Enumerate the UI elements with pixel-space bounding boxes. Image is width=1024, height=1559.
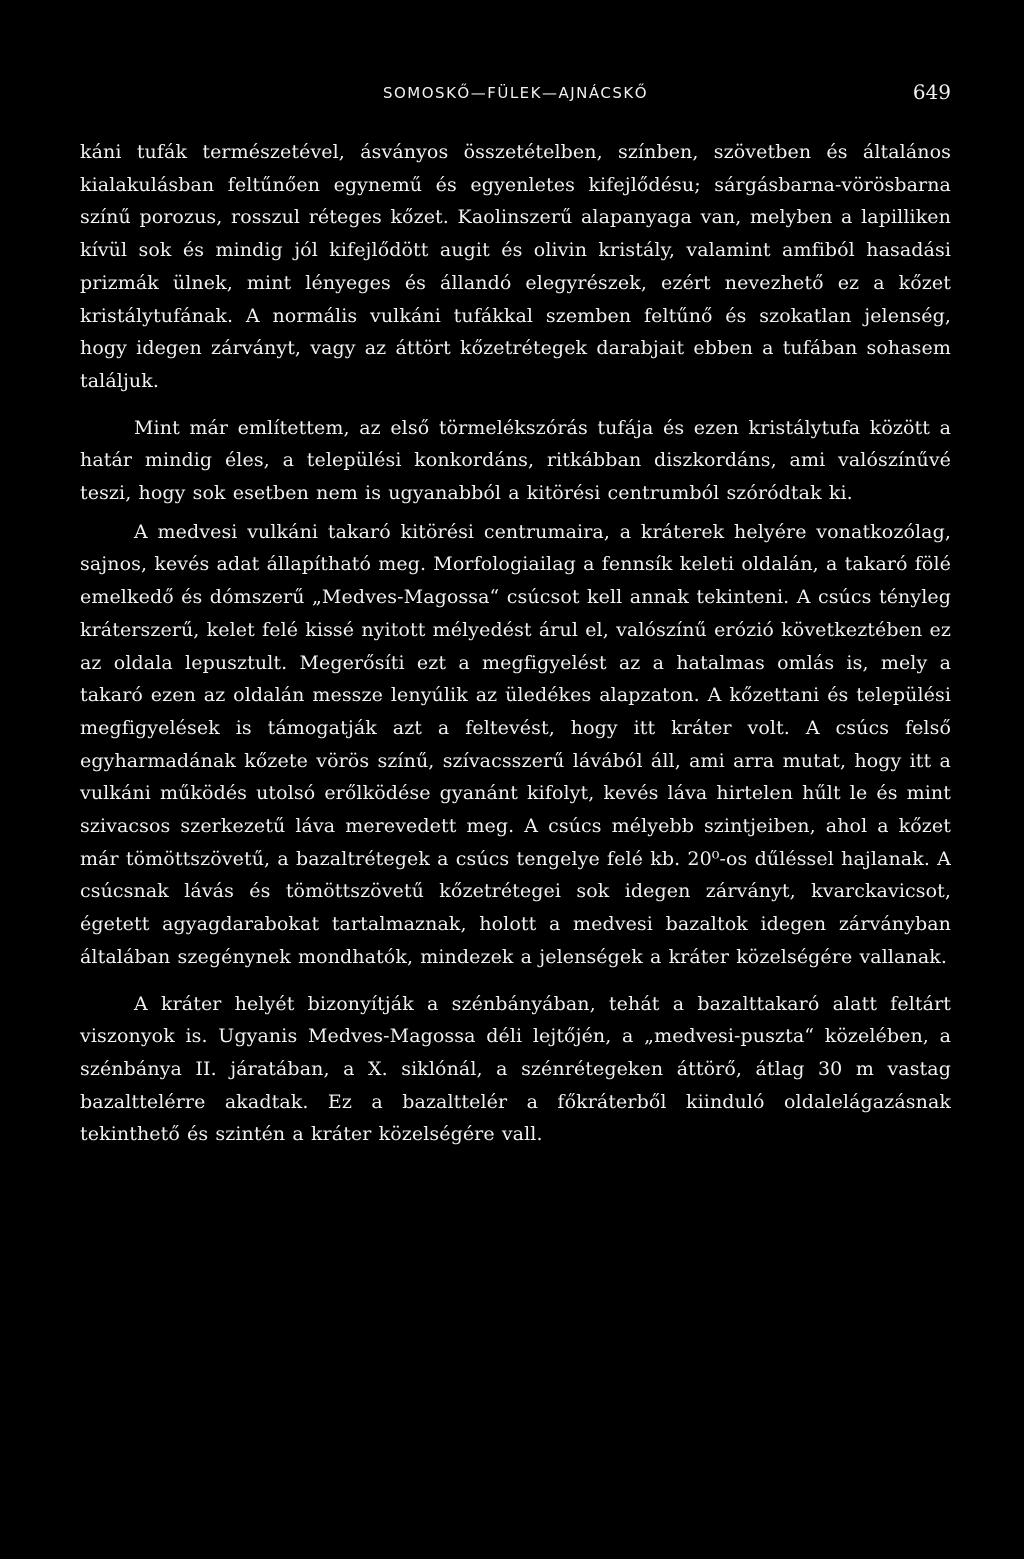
paragraph-1: káni tufák természetével, ásványos összetételben, színben, szövetben és általános kialakulásban feltűnően egynemű és egyenletes kifejlődésu; sárgásbarna-vörösbarna színű porozus, rosszul réteges kőzet. Kaolinszerű alapanyaga van, melyben a lapilliken kívül sok és mindig jól kifejlődött augit és olivin kristály, valamint amfiból hasadási prizmák ülnek, mint lényeges és állandó elegyrészek, ezért nevezhető ez a kőzet kristálytufának. A normális vulkáni tufákkal szemben feltűnő és szokatlan jelenség, hogy idegen zárványt, vagy az áttört kőzetrétegek darabjait ebben a tufában sohasem találjuk. bbox=[80, 141, 951, 392]
paragraph-3: A medvesi vulkáni takaró kitörési centrumaira, a kráterek helyére vonatkozólag, sajnos, kevés adat állapítható meg. Morfologiailag a fennsík keleti oldalán, a takaró fölé emelkedő és dómszerű „Medves-Magossa“ csúcsot kell annak tekinteni. A csúcs tényleg kráterszerű, kelet felé kissé nyitott mélyedést árul el, valószínű erózió következtében ez az oldala lepusztult. Megerősíti ezt a megfigyelést az a hatalmas omlás is, mely a takaró ezen az oldalán messze lenyúlik az üledékes alapzaton. A kőzettani és települési megfigyelések is támogatják azt a feltevést, hogy itt kráter volt. A csúcs felső egyharmadának kőzete vörös színű, szívacsszerű lávából áll, ami arra mutat, hogy itt a vulkáni működés utolsó erőlködése gyanánt kifolyt, kevés láva hirtelen hűlt le és mint szivacsos szerkezetű láva merevedett meg. A csúcs mélyebb szintjeiben, ahol a kőzet már tömöttszövetű, a bazaltrétegek a csúcs tengelye felé kb. 20⁰-os dűléssel hajlanak. A csúcsnak lávás és tömöttszövetű kőzetrétegei sok idegen zárványt, kvarckavicsot, égetett agyagdarabokat tartalmaznak, holott a medvesi bazaltok idegen zárványban általában szegénynek mondhatók, mindezek a jelenségek a kráter közelségére vallanak. bbox=[80, 520, 951, 968]
page-number: 649 bbox=[912, 80, 951, 104]
running-head bbox=[80, 80, 951, 110]
running-head-title: SOMOSKŐ—FÜLEK—AJNÁCSKŐ bbox=[382, 84, 649, 102]
body-text bbox=[80, 136, 951, 1151]
paragraph-4: A kráter helyét bizonyítják a szénbányában, tehát a bazalttakaró alatt feltárt viszonyok is. Ugyanis Medves-Magossa déli lejtőjén, a „medvesi-puszta“ közelében, a szénbánya II. járatában, a X. siklónál, a szénrétegeken áttörő, átlag 30 m vastag bazalttelérre akadtak. Ez a bazalttelér a főkráterből kiinduló oldalelágazásnak tekinthető és szintén a kráter közelségére vall. bbox=[80, 992, 951, 1146]
paragraph-2: Mint már említettem, az első törmelékszórás tufája és ezen kristálytufa között a határ mindig éles, a települési konkordáns, ritkábban diszkordáns, ami valószínűvé teszi, hogy sok esetben nem is ugyanabból a kitörési centrumból szóródtak ki. bbox=[80, 416, 951, 505]
